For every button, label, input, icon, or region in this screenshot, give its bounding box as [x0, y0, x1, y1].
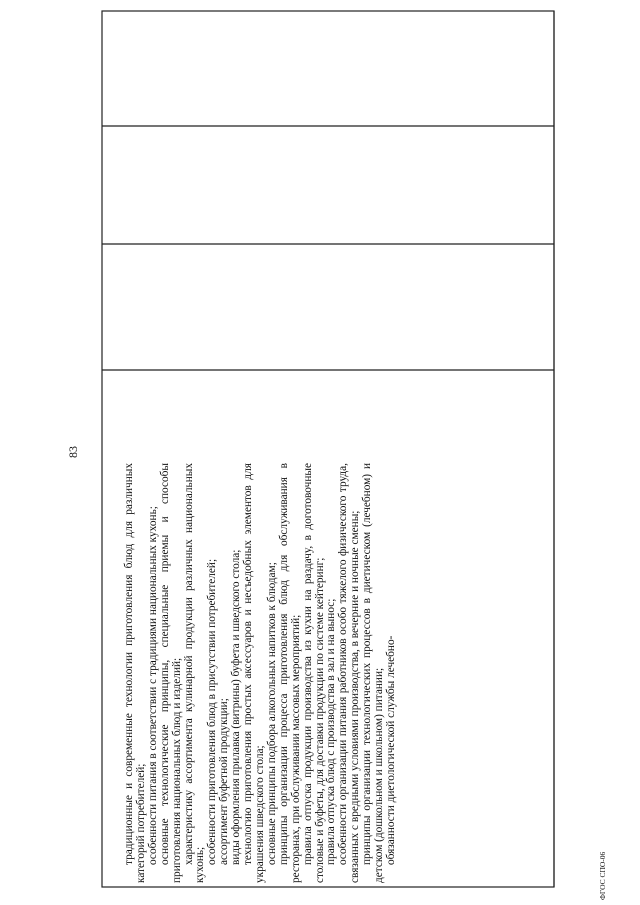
text-line: правила отпуска продукции производства из кухни на раздачу, в доготовочные столовые и буфеты, для доставки продукции по системе кейтеринг; [301, 463, 326, 883]
document-footer: ФГОС СПО-06 [598, 851, 607, 900]
text-line: основные принципы подбора алкогольных напитков к блюдам; [265, 562, 278, 865]
requirements-text [124, 463, 398, 883]
text-line: принципы организации технологических процессов в диетическом (лечебном) и детском (дошкольном и школьном) питании; [361, 463, 386, 883]
text-line: технологию приготовления простых аксессуаров и несъедобных элементов для украшения шведского стола; [242, 463, 266, 883]
page-number: 83 [66, 446, 80, 458]
text-line: характеристику ассортимента кулинарной продукции различных национальных кухонь; [182, 463, 207, 883]
text-line: традиционные и современные технологии приготовления блюд для различных категорий потребителей; [123, 463, 147, 883]
text-line: принципы организации процесса приготовления блюд для обслуживания в ресторанах, при обслуживании массовых мероприятий; [277, 463, 302, 883]
text-line: обязанности диетологической службы лечебно- [384, 635, 397, 865]
text-line: особенности организации питания работников особо тяжелого физического труда, связанных с вредными условиями производства, в вечерние и ночные смены; [337, 463, 362, 883]
text-line: правила отпуска блюд с производства в зал и на вынос; [325, 598, 338, 865]
text-line: ассортимент буфетной продукции; [218, 698, 231, 865]
text-line: виды оформления прилавка (витрины) буфета и шведского стола; [230, 549, 243, 865]
text-line: особенности приготовления блюд в присутствии потребителей; [206, 558, 219, 865]
text-line: основные технологические принципы, специальные приемы и способы приготовления национальных блюд и изделий; [158, 463, 183, 883]
text-line: особенности питания в соответствии с традициями национальных кухонь; [146, 506, 159, 865]
